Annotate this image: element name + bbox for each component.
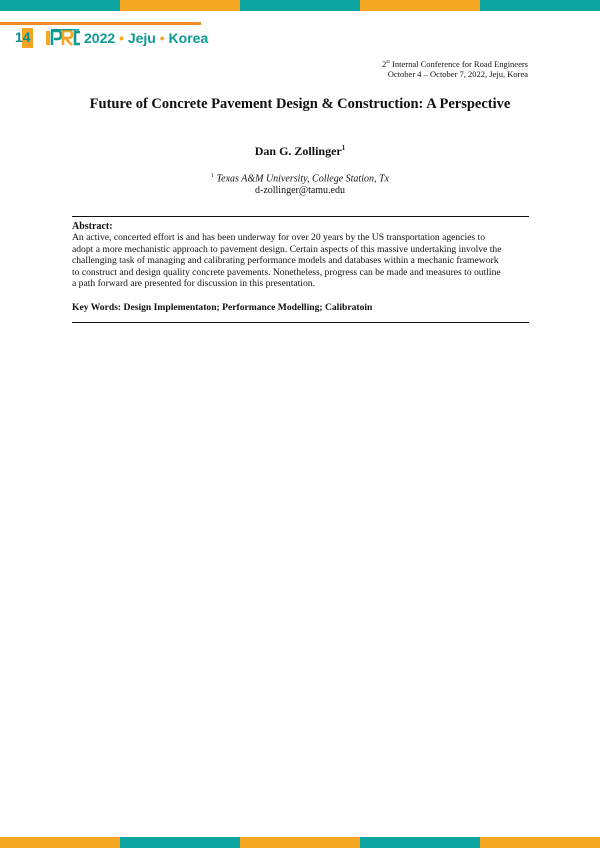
stripe-segment (240, 0, 360, 11)
keywords: Key Words: Design Implementaton; Performance Modelling; Calibratoin (72, 302, 373, 313)
conference-ordinal-suffix: st (386, 59, 390, 65)
abstract-line: challenging task of managing and calibrating performance models and databases within a mechanic framework (72, 255, 499, 267)
author-line (0, 144, 600, 159)
conference-tagline (84, 30, 208, 46)
page-number: 14 (15, 29, 31, 45)
abstract-line: An active, concerted effort is and has been underway for over 20 years by the US transportation agencies to (72, 232, 486, 243)
stripe-segment (360, 0, 480, 11)
affiliation-block (0, 170, 600, 197)
header-accent-line (0, 22, 201, 25)
abstract-line: to construct and design quality concrete pavements. Nonetheless, progress can be made and measures to outline (72, 266, 501, 278)
author-name: Dan G. Zollinger (254, 144, 342, 158)
paper-title: Future of Concrete Pavement Design & Construction: A Perspective (89, 96, 511, 112)
stripe-segment (0, 837, 120, 848)
stripe-segment (480, 837, 600, 848)
affiliation-line (0, 170, 600, 185)
stripe-segment (360, 837, 480, 848)
conference-city: Jeju (127, 30, 156, 46)
abstract-line: a path forward are presented for discussion in this presentation. (72, 278, 315, 290)
irec-logo-icon (46, 29, 80, 47)
conference-info (382, 57, 528, 80)
top-color-stripe (0, 0, 600, 11)
author-superscript: 1 (341, 144, 346, 152)
stripe-segment (240, 837, 360, 848)
conference-name-line (382, 57, 528, 69)
conference-year: 2022 (84, 30, 116, 46)
abstract-heading: Abstract: (72, 221, 113, 232)
abstract-line: adopt a more mechanistic approach to pavement design. Certain aspects of this massive undertaking involve the (72, 243, 502, 255)
abstract-top-rule (72, 216, 529, 217)
affiliation: Texas A&M University, College Station, Tx (216, 173, 389, 185)
stripe-segment (480, 0, 600, 11)
author-email: d-zollinger@tamu.edu (254, 185, 345, 197)
conference-country: Korea (168, 30, 209, 46)
bottom-color-stripe (0, 837, 600, 848)
page-header (0, 28, 208, 48)
page-number-box (0, 28, 38, 48)
stripe-segment (120, 837, 240, 848)
abstract-body (72, 232, 532, 290)
conference-dates: October 4 – October 7, 2022, Jeju, Korea (387, 69, 528, 80)
conference-name: Internal Conference for Road Engineers (389, 58, 528, 69)
stripe-segment (120, 0, 240, 11)
affiliation-superscript: 1 (211, 173, 214, 179)
abstract-bottom-rule (72, 322, 529, 323)
separator-dot: • (119, 30, 124, 46)
stripe-segment (0, 0, 120, 11)
conference-ordinal: 2 (382, 58, 387, 69)
separator-dot: • (159, 30, 165, 46)
